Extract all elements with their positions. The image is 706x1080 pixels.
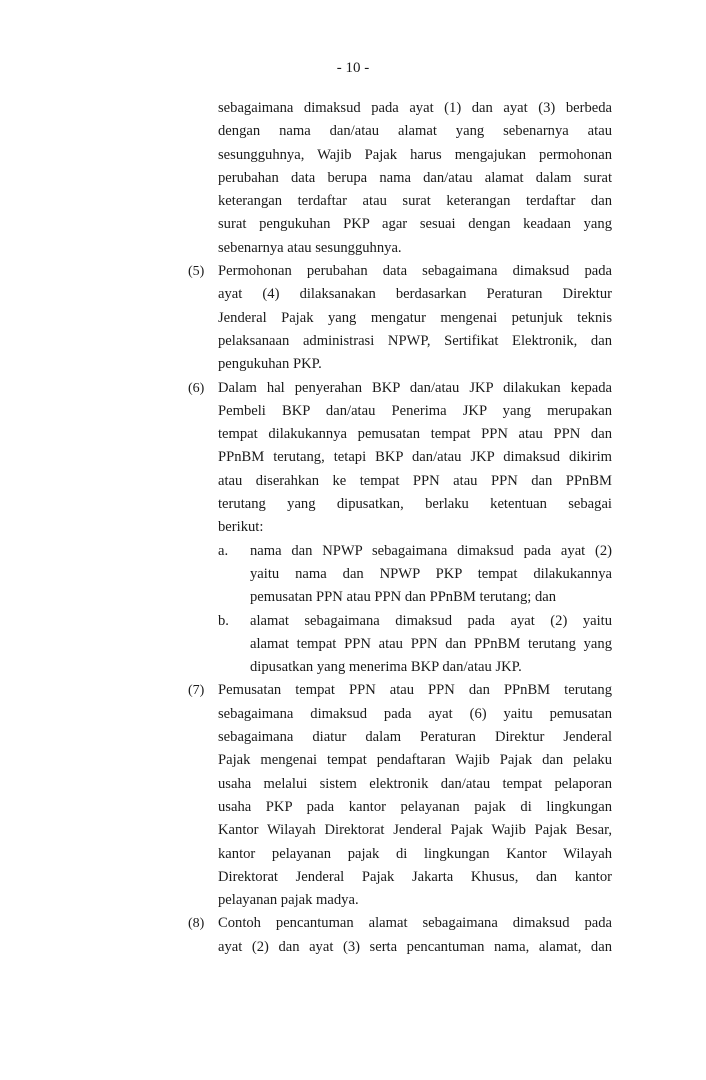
- text-line: Contoh pencantuman alamat sebagaimana dimaksud pada: [218, 915, 612, 932]
- text-line: ayat (4) dilaksanakan berdasarkan Peraturan Direktur: [218, 286, 612, 303]
- text-line: pemusatan PPN atau PPN dan PPnBM terutang; dan: [250, 589, 557, 606]
- text-line: sebagaimana diatur dalam Peraturan Direktur Jenderal: [218, 729, 612, 746]
- paragraph-text: [218, 679, 612, 912]
- text-line: sebagaimana dimaksud pada ayat (1) dan ayat (3) berbeda: [218, 100, 612, 116]
- text-line: Pajak mengenai tempat pendaftaran Wajib Pajak dan pelaku: [218, 752, 612, 769]
- text-line: sesungguhnya, Wajib Pajak harus mengajukan permohonan: [218, 146, 612, 163]
- text-line: kantor pelayanan pajak di lingkungan Kantor Wilayah: [218, 845, 612, 862]
- text-line: surat pengukuhan PKP agar sesuai dengan keadaan yang: [218, 216, 612, 233]
- text-line: Pemusatan tempat PPN atau PPN dan PPnBM terutang: [218, 682, 612, 699]
- text-line: yaitu nama dan NPWP PKP tempat dilakukannya: [250, 565, 612, 582]
- text-line: dipusatkan yang menerima BKP dan/atau JKP.: [250, 659, 522, 676]
- paragraph-number: (8): [188, 916, 205, 932]
- text-line: keterangan terdaftar atau surat keterangan terdaftar dan: [218, 193, 612, 210]
- paragraph: [188, 377, 612, 680]
- paragraph: [188, 679, 612, 912]
- paragraph-text: [218, 377, 612, 680]
- text-line: sebenarnya atau sesungguhnya.: [218, 239, 402, 256]
- document-body: [188, 97, 612, 959]
- text-line: tempat dilakukannya pemusatan tempat PPN atau PPN dan: [218, 426, 612, 443]
- text-line: atau diserahkan ke tempat PPN atau PPN dan PPnBM: [218, 472, 612, 489]
- text-line: terutang yang dipusatkan, berlaku ketentuan sebagai: [218, 496, 612, 513]
- paragraph-number: (6): [188, 380, 205, 396]
- text-line: perubahan data berupa nama dan/atau alamat dalam surat: [218, 169, 612, 186]
- text-line: Permohonan perubahan data sebagaimana dimaksud pada: [218, 263, 612, 280]
- text-line: nama dan NPWP sebagaimana dimaksud pada ayat (2): [250, 542, 612, 559]
- text-line: pengukuhan PKP.: [218, 356, 322, 373]
- list-item-text: [250, 540, 612, 610]
- paragraph: [188, 260, 612, 376]
- list-item-letter: a.: [218, 542, 229, 559]
- paragraph-number: (5): [188, 264, 205, 280]
- paragraph-number: (7): [188, 683, 205, 699]
- text-line: sebagaimana dimaksud pada ayat (6) yaitu pemusatan: [218, 705, 612, 722]
- text-line: dengan nama dan/atau alamat yang sebenarnya atau: [218, 123, 612, 140]
- text-line: pelaksanaan administrasi NPWP, Sertifikat Elektronik, dan: [218, 332, 612, 349]
- text-line: usaha melalui sistem elektronik dan/atau tempat pelaporan: [218, 775, 612, 792]
- paragraph-text: [218, 97, 612, 260]
- text-line: Direktorat Jenderal Pajak Jakarta Khusus, dan kantor: [218, 868, 612, 885]
- list-item: [218, 540, 612, 610]
- list-item: [218, 610, 612, 680]
- text-line: ayat (2) dan ayat (3) serta pencantuman nama, alamat, dan: [218, 938, 612, 955]
- text-line: alamat sebagaimana dimaksud pada ayat (2) yaitu: [250, 612, 612, 629]
- paragraph-text: [218, 260, 612, 376]
- paragraph-number: [188, 97, 218, 260]
- paragraph: [188, 912, 612, 959]
- text-line: alamat tempat PPN atau PPN dan PPnBM terutang yang: [250, 635, 612, 652]
- text-line: Jenderal Pajak yang mengatur mengenai petunjuk teknis: [218, 309, 612, 326]
- text-line: Dalam hal penyerahan BKP dan/atau JKP dilakukan kepada: [218, 379, 612, 396]
- text-line: PPnBM terutang, tetapi BKP dan/atau JKP dimaksud dikirim: [218, 449, 612, 466]
- text-line: Kantor Wilayah Direktorat Jenderal Pajak Wajib Pajak Besar,: [218, 822, 612, 839]
- text-line: pelayanan pajak madya.: [218, 892, 359, 909]
- paragraph: [188, 97, 612, 260]
- page-number: - 10 -: [336, 60, 370, 76]
- list-item-text: [250, 610, 612, 680]
- paragraph-text: [218, 912, 612, 959]
- text-line: berikut:: [218, 519, 264, 536]
- text-line: usaha PKP pada kantor pelayanan pajak di lingkungan: [218, 798, 612, 815]
- text-line: Pembeli BKP dan/atau Penerima JKP yang merupakan: [218, 402, 612, 419]
- list-item-letter: b.: [218, 612, 229, 629]
